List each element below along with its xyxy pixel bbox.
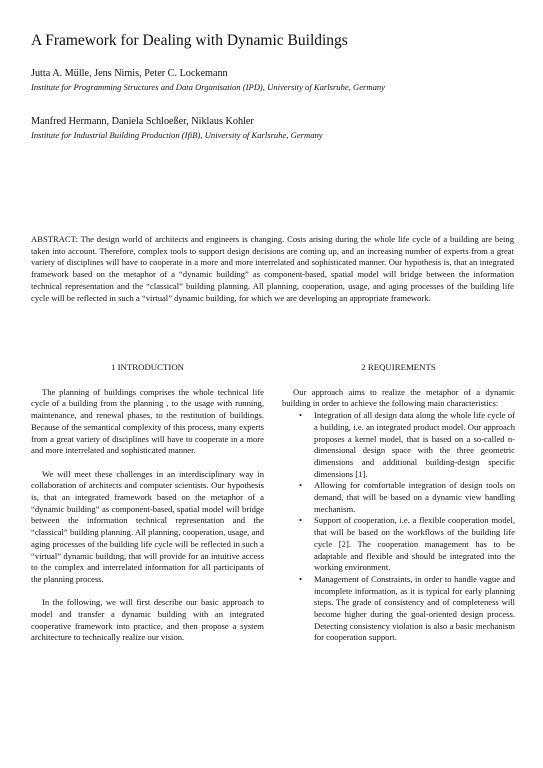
list-item [282,515,515,574]
list-item [282,410,515,480]
affiliation-ipd: Institute for Programming Structures and Data Organisation (IPD), University of Karlsruhe, Germany [31,82,385,92]
affiliation-ifib: Institute for Industrial Building Production (IfiB), University of Karlsruhe, Germany [31,130,323,140]
bullet-icon: • [299,480,303,491]
author-list-ifib: Manfred Hermann, Daniela Schloeßer, Niklaus Kohler [31,116,254,127]
section-requirements [282,362,515,644]
section-introduction [31,362,264,656]
section-heading: 1 INTRODUCTION [110,362,185,372]
paragraph: The planning of buildings comprises the whole technical life cycle of a building from the planning , to the usage with running, maintenance, and renewal phases, to the restitution of buildings. Because of the semantical complexity of this process, many experts from a great variety of disciplines will have to cooperate in a more and more interrelated and sophisticated manner. [31,386,264,456]
list-item-text: Support of cooperation, i.e. a flexible cooperation model, that will be based on the workflows of the building life cycle [2]. The cooperation management has to be adaptable and flexible and should be integrated into the working environment. [314,515,515,573]
author-list-ipd: Jutta A. Mülle, Jens Nimis, Peter C. Lockemann [31,68,228,79]
paragraph: In the following, we will first describe our basic approach to model and transfer a dynamic building with an integrated cooperative framework into practice, and then propose a system architecture to technically realize our vision. [31,597,264,643]
list-item-text: Allowing for comfortable integration of design tools on demand, that will be based on a dynamic view handling mechanism. [314,480,515,514]
list-item-text: Integration of all design data along the whole life cycle of a building, i.e. an integrated product model. Our approach proposes a kernel model, that is based on a so-called n-dimensional design space with the three geometric dimensions and additional building-design specific dimensions [1]. [314,410,515,479]
abstract: ABSTRACT: The design world of architects and engineers is changing. Costs arising during the whole life cycle of a building are being taken into account. Therefore, complex tools to support design decisions are coming up, and an increasing number of experts from a great variety of disciplines will have to cooperate in a more and more interrelated and sophisticated manner. Our hypothesis is, that an integrated framework based on the metaphor of a “dynamic building” as component-based, spatial model will bridge between the information technical representation and the “classical” building planning. All planning, cooperation, usage, and aging processes of the building life cycle will be reflected in such a “virtual” dynamic building, for which we are developing an appropriate framework. [31,234,514,303]
list-item [282,480,515,515]
bullet-icon: • [299,515,303,526]
paragraph: We will meet these challenges in an interdisciplinary way in collaboration of architects and computer scientists. Our hypothesis is, that an integrated framework based on the metaphor of a “dynamic building” as component-based, spatial model will bridge between the information technical representation and the “classical” building planning. All planning, cooperation, usage, and aging processes of the building life cycle will be reflected in such a “virtual” dynamic building, that will provide for an intuitive access to the complex and interrelated information for all participants of the planning process. [31,468,264,584]
section-heading: 2 REQUIREMENTS [361,362,436,372]
paper-title: A Framework for Dealing with Dynamic Buildings [31,32,348,49]
paragraph: Our approach aims to realize the metaphor of a dynamic building in order to achieve the following main characteristics: [282,386,515,409]
bullet-icon: • [299,573,303,584]
list-item-text: Management of Constraints, in order to handle vague and incomplete information, as it is typical for early planning steps. The grade of consistency and of completeness will become higher during the goal-oriented design process. Detecting consistency violation is also a basic mechanism for cooperation support. [314,573,515,643]
list-item [282,574,515,644]
bullet-icon: • [299,410,303,421]
requirements-list [282,410,515,644]
